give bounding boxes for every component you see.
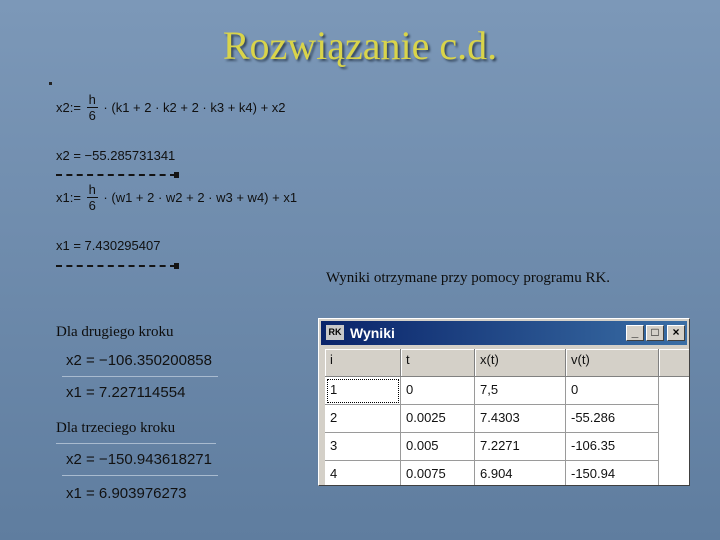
x2-frac-num: h bbox=[88, 92, 96, 107]
x1-frac-num: h bbox=[88, 182, 96, 197]
x2-lhs: x2:= bbox=[56, 100, 81, 115]
x1-frac-den: 6 bbox=[88, 198, 96, 213]
table-cell-1-t[interactable]: 0 bbox=[401, 377, 475, 405]
minimize-button[interactable]: _ bbox=[626, 325, 644, 341]
table-cell-4-v[interactable]: -150.94 bbox=[566, 461, 659, 486]
table-cell-3-v[interactable]: -106.35 bbox=[566, 433, 659, 461]
table-cell-1-v[interactable]: 0 bbox=[566, 377, 659, 405]
rk-caption: Wyniki otrzymane przy pomocy programu RK. bbox=[326, 270, 611, 286]
results-grid[interactable] bbox=[325, 349, 690, 486]
step3-x1: x1 = 6.903976273 bbox=[66, 485, 187, 502]
table-cell-3-x[interactable]: 7.2271 bbox=[475, 433, 566, 461]
x1-rest: · (w1 + 2 · w2 + 2 · w3 + w4) + x1 bbox=[103, 190, 298, 205]
maximize-button[interactable]: □ bbox=[646, 325, 664, 341]
col-header-filler bbox=[659, 349, 690, 377]
rk-app-icon[interactable]: RK bbox=[326, 325, 344, 340]
x2-rest: · (k1 + 2 · k2 + 2 · k3 + k4) + x2 bbox=[103, 100, 286, 115]
step2-caption: Dla drugiego kroku bbox=[56, 324, 174, 340]
table-cell-3-i[interactable]: 3 bbox=[325, 433, 401, 461]
step3-x2: x2 = −150.943618271 bbox=[66, 451, 212, 468]
rk-results-window bbox=[318, 318, 690, 486]
close-button[interactable]: × bbox=[667, 325, 685, 341]
window-titlebar[interactable] bbox=[321, 321, 687, 345]
slide-title: Rozwiązanie c.d. bbox=[222, 23, 498, 68]
table-cell-2-t[interactable]: 0.0025 bbox=[401, 405, 475, 433]
x2-fraction bbox=[87, 92, 98, 123]
table-cell-2-x[interactable]: 7.4303 bbox=[475, 405, 566, 433]
table-cell-1-x[interactable]: 7,5 bbox=[475, 377, 566, 405]
bullet-dot bbox=[49, 82, 52, 85]
step3-caption: Dla trzeciego kroku bbox=[56, 420, 176, 436]
col-header-x[interactable]: x(t) bbox=[475, 349, 566, 377]
step3-caption-underline bbox=[56, 443, 216, 444]
x1-lhs: x1:= bbox=[56, 190, 81, 205]
divider-dashed-1 bbox=[56, 174, 176, 176]
col-header-i[interactable]: i bbox=[325, 349, 401, 377]
table-cell-3-t[interactable]: 0.005 bbox=[401, 433, 475, 461]
x1-result: x1 = 7.430295407 bbox=[56, 238, 161, 253]
step2-separator bbox=[62, 376, 218, 377]
x2-formula bbox=[56, 92, 286, 123]
step2-x1: x1 = 7.227114554 bbox=[66, 384, 186, 401]
x1-formula bbox=[56, 182, 297, 213]
window-title: Wyniki bbox=[350, 325, 395, 341]
step2-x2: x2 = −106.350200858 bbox=[66, 352, 212, 369]
table-cell-4-i[interactable]: 4 bbox=[325, 461, 401, 486]
step3-separator bbox=[62, 475, 218, 476]
table-cell-4-t[interactable]: 0.0075 bbox=[401, 461, 475, 486]
col-header-t[interactable]: t bbox=[401, 349, 475, 377]
col-header-v[interactable]: v(t) bbox=[566, 349, 659, 377]
x1-fraction bbox=[87, 182, 98, 213]
table-cell-2-v[interactable]: -55.286 bbox=[566, 405, 659, 433]
divider-dashed-2 bbox=[56, 265, 176, 267]
table-cell-1-i[interactable]: 1 bbox=[325, 377, 401, 405]
x2-result: x2 = −55.285731341 bbox=[56, 148, 176, 163]
table-cell-4-x[interactable]: 6.904 bbox=[475, 461, 566, 486]
table-cell-2-i[interactable]: 2 bbox=[325, 405, 401, 433]
x2-frac-den: 6 bbox=[88, 108, 96, 123]
